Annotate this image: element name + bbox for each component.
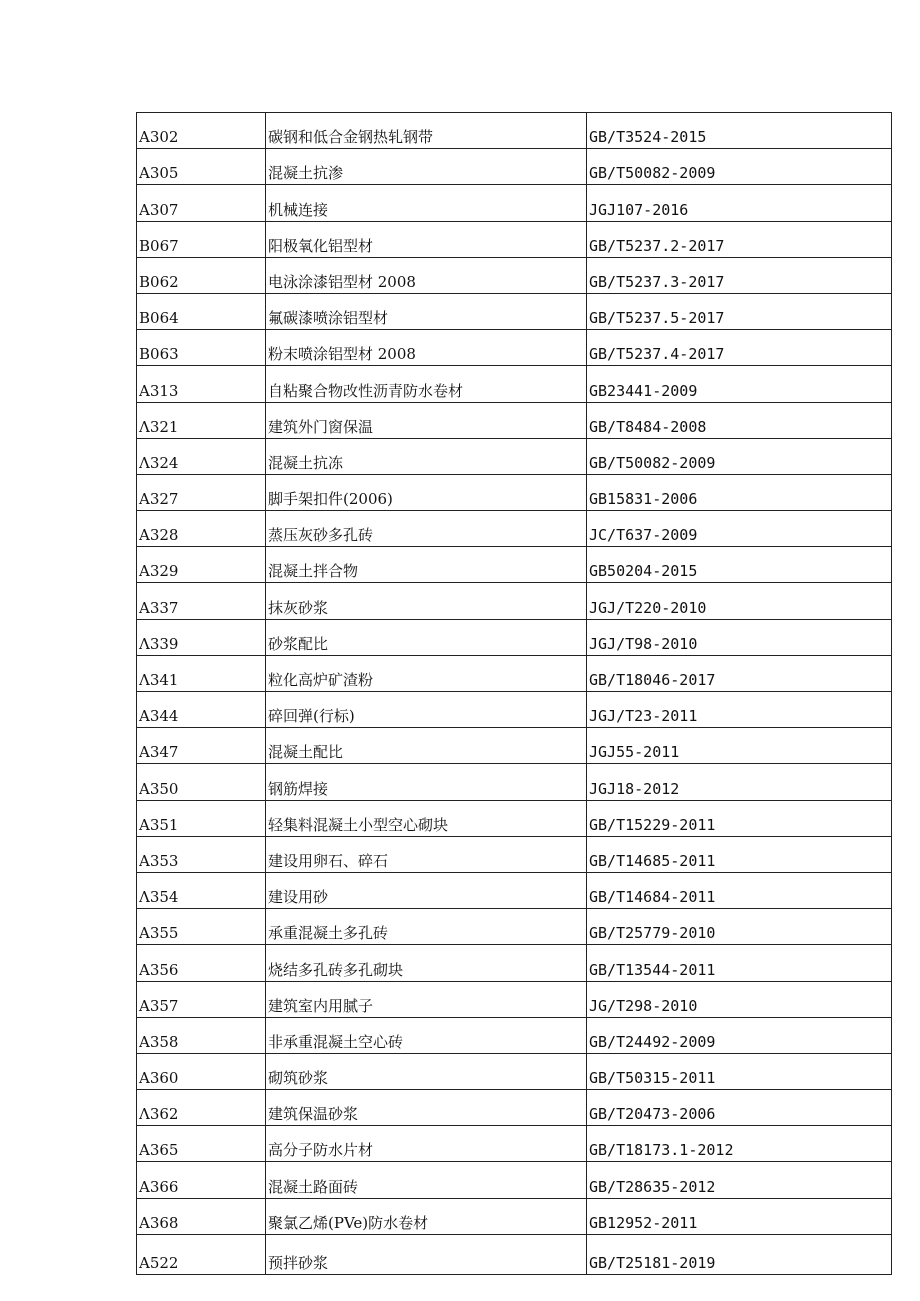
table-row xyxy=(137,981,892,1017)
cell-code: B067 xyxy=(137,221,266,257)
table-row xyxy=(137,547,892,583)
cell-standard: GB50204-2015 xyxy=(587,547,892,583)
cell-standard: GB/T3524-2015 xyxy=(587,113,892,149)
cell-standard: GB/T18046-2017 xyxy=(587,655,892,691)
cell-name: 建筑室内用腻子 xyxy=(266,981,587,1017)
table-row xyxy=(137,1017,892,1053)
cell-name: 钢筋焊接 xyxy=(266,764,587,800)
table-row xyxy=(137,800,892,836)
table-row xyxy=(137,1162,892,1198)
cell-standard: GB/T5237.5-2017 xyxy=(587,293,892,329)
table-row xyxy=(137,511,892,547)
cell-name: 自粘聚合物改性沥青防水卷材 xyxy=(266,366,587,402)
cell-name: 混凝土拌合物 xyxy=(266,547,587,583)
table-row xyxy=(137,945,892,981)
cell-standard: GB/T5237.4-2017 xyxy=(587,330,892,366)
cell-name: 砌筑砂浆 xyxy=(266,1053,587,1089)
cell-name: 承重混凝土多孔砖 xyxy=(266,909,587,945)
cell-standard: GB/T50315-2011 xyxy=(587,1053,892,1089)
cell-code: A365 xyxy=(137,1126,266,1162)
cell-code: A360 xyxy=(137,1053,266,1089)
table-row xyxy=(137,619,892,655)
table-row xyxy=(137,692,892,728)
table-row xyxy=(137,293,892,329)
table-row xyxy=(137,1090,892,1126)
cell-standard: GB/T50082-2009 xyxy=(587,149,892,185)
table-row xyxy=(137,185,892,221)
table-row xyxy=(137,655,892,691)
cell-standard: GB/T8484-2008 xyxy=(587,402,892,438)
table-row xyxy=(137,1198,892,1234)
cell-name: 碳钢和低合金钢热轧钢带 xyxy=(266,113,587,149)
cell-code: A358 xyxy=(137,1017,266,1053)
cell-code: A522 xyxy=(137,1234,266,1274)
cell-name: 抹灰砂浆 xyxy=(266,583,587,619)
cell-code: B062 xyxy=(137,257,266,293)
cell-standard: GB15831-2006 xyxy=(587,474,892,510)
table-body xyxy=(137,113,892,1275)
cell-standard: GB/T14684-2011 xyxy=(587,872,892,908)
cell-code: Λ339 xyxy=(137,619,266,655)
cell-standard: GB/T28635-2012 xyxy=(587,1162,892,1198)
cell-standard: GB/T24492-2009 xyxy=(587,1017,892,1053)
cell-standard: GB/T18173.1-2012 xyxy=(587,1126,892,1162)
cell-code: A355 xyxy=(137,909,266,945)
cell-standard: JGJ55-2011 xyxy=(587,728,892,764)
cell-code: B063 xyxy=(137,330,266,366)
table-row xyxy=(137,257,892,293)
cell-code: A366 xyxy=(137,1162,266,1198)
cell-code: A351 xyxy=(137,800,266,836)
cell-code: Λ341 xyxy=(137,655,266,691)
cell-name: 砂浆配比 xyxy=(266,619,587,655)
table-row xyxy=(137,113,892,149)
cell-standard: GB23441-2009 xyxy=(587,366,892,402)
cell-standard: JGJ/T23-2011 xyxy=(587,692,892,728)
table-row xyxy=(137,764,892,800)
table-row xyxy=(137,438,892,474)
table-row xyxy=(137,1234,892,1274)
cell-code: A328 xyxy=(137,511,266,547)
cell-standard: GB/T25779-2010 xyxy=(587,909,892,945)
cell-name: 混凝土路面砖 xyxy=(266,1162,587,1198)
cell-standard: GB/T5237.3-2017 xyxy=(587,257,892,293)
cell-name: 碎回弹(行标) xyxy=(266,692,587,728)
cell-code: A350 xyxy=(137,764,266,800)
table-row xyxy=(137,583,892,619)
cell-code: A327 xyxy=(137,474,266,510)
cell-code: Λ362 xyxy=(137,1090,266,1126)
cell-name: 高分子防水片材 xyxy=(266,1126,587,1162)
cell-standard: JGJ/T98-2010 xyxy=(587,619,892,655)
cell-name: 粒化高炉矿渣粉 xyxy=(266,655,587,691)
cell-name: 建筑外门窗保温 xyxy=(266,402,587,438)
cell-name: 阳极氧化铝型材 xyxy=(266,221,587,257)
standards-table xyxy=(136,112,892,1275)
cell-name: 烧结多孔砖多孔砌块 xyxy=(266,945,587,981)
cell-code: Λ324 xyxy=(137,438,266,474)
cell-standard: GB/T25181-2019 xyxy=(587,1234,892,1274)
cell-code: A347 xyxy=(137,728,266,764)
table-row xyxy=(137,149,892,185)
cell-code: A329 xyxy=(137,547,266,583)
cell-code: B064 xyxy=(137,293,266,329)
cell-name: 蒸压灰砂多孔砖 xyxy=(266,511,587,547)
cell-name: 非承重混凝土空心砖 xyxy=(266,1017,587,1053)
cell-name: 建设用卵石、碎石 xyxy=(266,836,587,872)
cell-standard: GB/T5237.2-2017 xyxy=(587,221,892,257)
cell-code: A356 xyxy=(137,945,266,981)
cell-code: A307 xyxy=(137,185,266,221)
cell-code: A368 xyxy=(137,1198,266,1234)
cell-standard: JGJ107-2016 xyxy=(587,185,892,221)
cell-standard: GB/T15229-2011 xyxy=(587,800,892,836)
table-row xyxy=(137,836,892,872)
table-row xyxy=(137,330,892,366)
table-row xyxy=(137,221,892,257)
cell-name: 聚氯乙烯(PVe)防水卷材 xyxy=(266,1198,587,1234)
cell-name: 脚手架扣件(2006) xyxy=(266,474,587,510)
table-row xyxy=(137,474,892,510)
cell-code: A344 xyxy=(137,692,266,728)
cell-code: Λ354 xyxy=(137,872,266,908)
cell-standard: GB/T13544-2011 xyxy=(587,945,892,981)
cell-name: 混凝土配比 xyxy=(266,728,587,764)
cell-code: A337 xyxy=(137,583,266,619)
cell-standard: GB12952-2011 xyxy=(587,1198,892,1234)
cell-standard: JGJ18-2012 xyxy=(587,764,892,800)
table-row xyxy=(137,1053,892,1089)
table-row xyxy=(137,366,892,402)
cell-name: 氟碳漆喷涂铝型材 xyxy=(266,293,587,329)
cell-code: A302 xyxy=(137,113,266,149)
cell-code: Λ321 xyxy=(137,402,266,438)
cell-standard: JGJ/T220-2010 xyxy=(587,583,892,619)
table-row xyxy=(137,728,892,764)
cell-standard: JC/T637-2009 xyxy=(587,511,892,547)
table-row xyxy=(137,402,892,438)
cell-code: A357 xyxy=(137,981,266,1017)
cell-name: 粉末喷涂铝型材 2008 xyxy=(266,330,587,366)
cell-code: A305 xyxy=(137,149,266,185)
cell-name: 建设用砂 xyxy=(266,872,587,908)
table-row xyxy=(137,909,892,945)
cell-name: 轻集料混凝土小型空心砌块 xyxy=(266,800,587,836)
cell-standard: GB/T50082-2009 xyxy=(587,438,892,474)
cell-standard: GB/T14685-2011 xyxy=(587,836,892,872)
cell-name: 电泳涂漆铝型材 2008 xyxy=(266,257,587,293)
table-row xyxy=(137,1126,892,1162)
cell-name: 机械连接 xyxy=(266,185,587,221)
cell-code: A353 xyxy=(137,836,266,872)
cell-name: 混凝土抗冻 xyxy=(266,438,587,474)
table-row xyxy=(137,872,892,908)
cell-name: 建筑保温砂浆 xyxy=(266,1090,587,1126)
cell-name: 预拌砂浆 xyxy=(266,1234,587,1274)
cell-standard: JG/T298-2010 xyxy=(587,981,892,1017)
cell-name: 混凝土抗渗 xyxy=(266,149,587,185)
cell-code: A313 xyxy=(137,366,266,402)
cell-standard: GB/T20473-2006 xyxy=(587,1090,892,1126)
